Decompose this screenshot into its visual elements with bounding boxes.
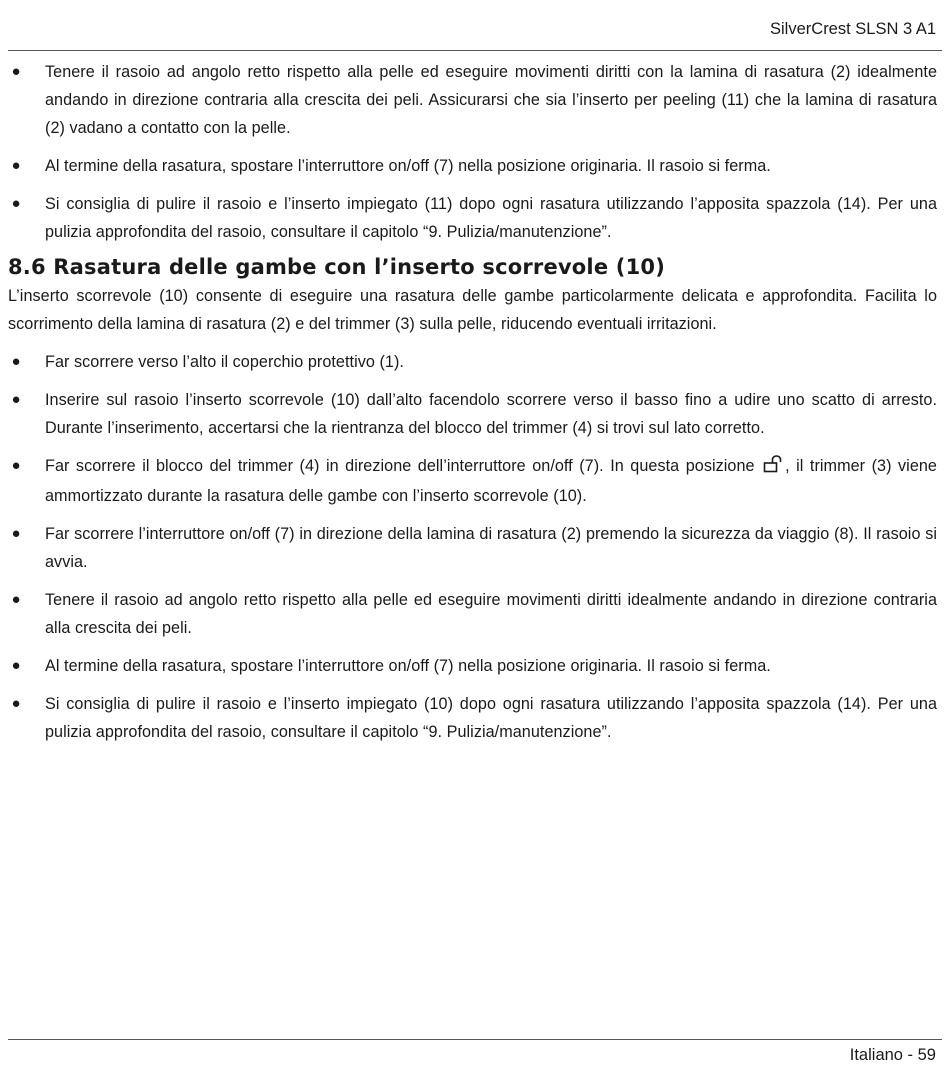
bullet-icon: ● [11, 591, 21, 608]
bullet-icon: ● [11, 157, 21, 174]
list-item: ● Al termine della rasatura, spostare l’interruttore on/off (7) nella posizione originaria. Il rasoio si ferma. [8, 152, 937, 180]
bullet-icon: ● [11, 525, 21, 542]
list-item: ● Far scorrere l’interruttore on/off (7) in direzione della lamina di rasatura (2) premendo la sicurezza da viaggio (8). Il rasoio si avvia. [8, 520, 937, 576]
list-item: ● Inserire sul rasoio l’inserto scorrevole (10) dall’alto facendolo scorrere verso il basso fino a udire uno scatto di arresto. Durante l’inserimento, accertarsi che la rientranza del blocco del trimmer (4) si trovi sul lato corretto. [8, 386, 937, 442]
list-item: ● Far scorrere il blocco del trimmer (4) in direzione dell’interruttore on/off (7). In questa posizione , il trimmer (3) viene ammortizzato durante la rasatura delle gambe con l’inserto scorrevole (10). [8, 452, 937, 510]
bullet-icon: ● [11, 457, 21, 474]
list-top [8, 58, 937, 246]
header-divider [8, 50, 942, 51]
list-item: ● Si consiglia di pulire il rasoio e l’inserto impiegato (11) dopo ogni rasatura utilizzando l’apposita spazzola (14). Per una pulizia approfondita del rasoio, consultare il capitolo “9. Pulizia/manutenzione”. [8, 190, 937, 246]
page-footer-number: Italiano - 59 [849, 1046, 936, 1064]
page-header-product: SilverCrest SLSN 3 A1 [770, 20, 936, 38]
bullet-icon: ● [11, 63, 21, 80]
list-item: ● Al termine della rasatura, spostare l’interruttore on/off (7) nella posizione originaria. Il rasoio si ferma. [8, 652, 937, 680]
list-item: ● Si consiglia di pulire il rasoio e l’inserto impiegato (10) dopo ogni rasatura utilizzando l’apposita spazzola (14). Per una pulizia approfondita del rasoio, consultare il capitolo “9. Pulizia/manutenzione”. [8, 690, 937, 746]
list-item: ● Far scorrere verso l’alto il coperchio protettivo (1). [8, 348, 937, 376]
list-item: ● Tenere il rasoio ad angolo retto rispetto alla pelle ed eseguire movimenti diritti idealmente andando in direzione contraria alla crescita dei peli. [8, 586, 937, 642]
bullet-icon: ● [11, 195, 21, 212]
section-list [8, 348, 937, 746]
section-heading: 8.6 Rasatura delle gambe con l’inserto scorrevole (10) [8, 255, 666, 279]
bullet-icon: ● [11, 695, 21, 712]
footer-divider [8, 1039, 942, 1040]
page-content [8, 58, 937, 756]
bullet-icon: ● [11, 391, 21, 408]
bullet-icon: ● [11, 657, 21, 674]
unlocked-padlock-icon [763, 454, 783, 482]
list-item: ● Tenere il rasoio ad angolo retto rispetto alla pelle ed eseguire movimenti diritti con la lamina di rasatura (2) idealmente andando in direzione contraria alla crescita dei peli. Assicurarsi che sia l’inserto per peeling (11) che la lamina di rasatura (2) vadano a contatto con la pelle. [8, 58, 937, 142]
bullet-icon: ● [11, 353, 21, 370]
section-intro: L’inserto scorrevole (10) consente di eseguire una rasatura delle gambe particolarmente delicata e approfondita. Facilita lo scorrimento della lamina di rasatura (2) e del trimmer (3) sulla pelle, riducendo eventuali irritazioni. [8, 287, 937, 333]
